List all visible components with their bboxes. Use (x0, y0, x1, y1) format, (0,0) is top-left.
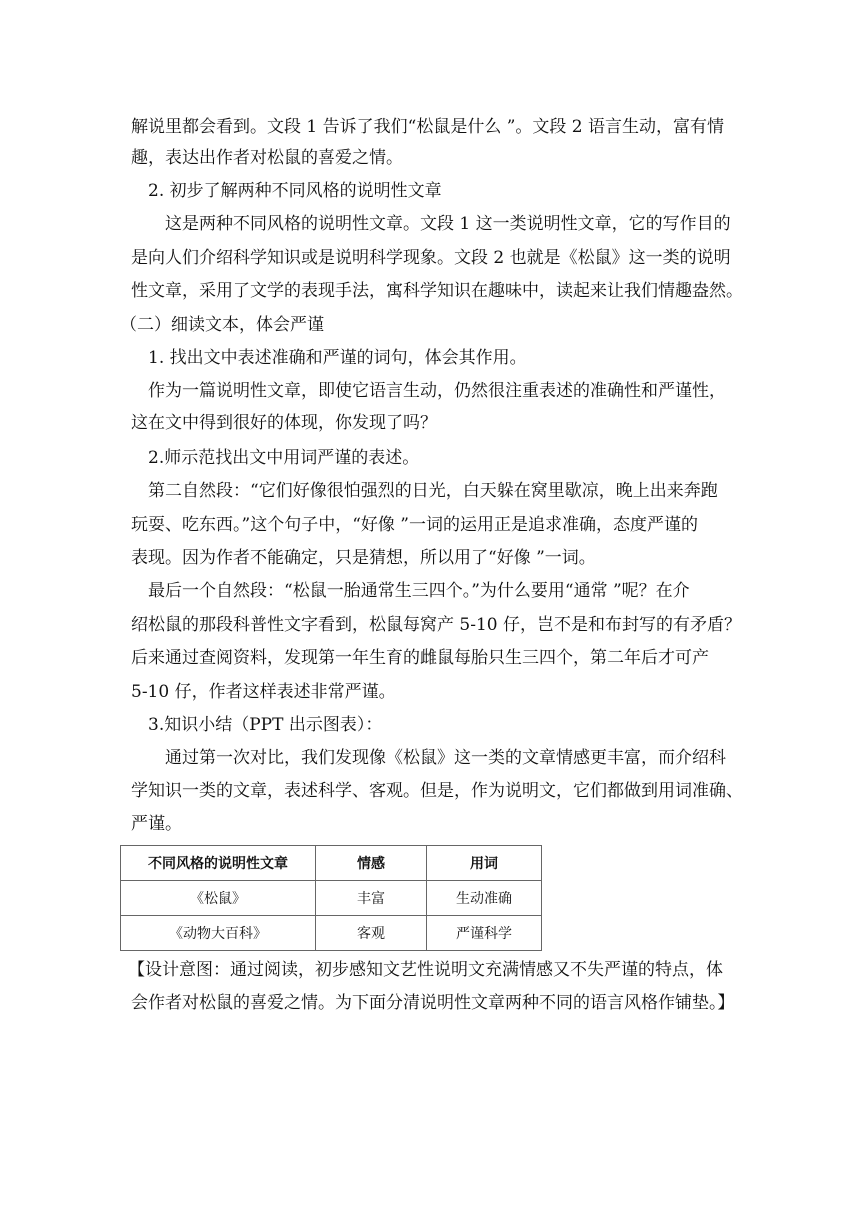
section-heading: （二）细读文本，体会严谨 (120, 315, 324, 335)
table-row (121, 881, 542, 916)
paragraph-line: 绍松鼠的那段科普性文字看到，松鼠每窝产 5-10 仔，岂不是和布封写的有矛盾？ (131, 615, 741, 635)
table-cell: 生动准确 (427, 881, 542, 916)
paragraph-line: 学知识一类的文章，表述科学、客观。但是，作为说明文，它们都做到用词准确、 (131, 781, 743, 801)
paragraph-line: 玩耍、吃东西。”这个句子中，“好像 ”一词的运用正是追求准确，态度严谨的 (131, 515, 698, 535)
paragraph-line: 严谨。 (131, 814, 182, 834)
table-row (121, 916, 542, 951)
section-heading: 2. 初步了解两种不同风格的说明性文章 (148, 181, 442, 201)
paragraph-line: 这在文中得到很好的体现，你发现了吗？ (131, 413, 437, 433)
table-header-row (121, 846, 542, 881)
paragraph-line: 5-10 仔，作者这样表述非常严谨。 (131, 682, 396, 702)
comparison-table (120, 845, 542, 951)
paragraph-line: 表现。因为作者不能确定，只是猜想，所以用了“好像 ”一词。 (131, 548, 596, 568)
paragraph-line: 通过第一次对比，我们发现像《松鼠》这一类的文章情感更丰富，而介绍科 (165, 748, 726, 768)
table-cell: 严谨科学 (427, 916, 542, 951)
paragraph-line: 趣，表达出作者对松鼠的喜爱之情。 (131, 148, 403, 168)
design-intent-note: 会作者对松鼠的喜爱之情。为下面分清说明性文章两种不同的语言风格作铺垫。】 (131, 993, 735, 1013)
table-header-cell: 不同风格的说明性文章 (121, 846, 316, 881)
section-heading: 1. 找出文中表述准确和严谨的词句，体会其作用。 (148, 348, 527, 368)
table-header-cell: 用词 (427, 846, 542, 881)
paragraph-line: 性文章，采用了文学的表现手法，寓科学知识在趣味中，读起来让我们情趣盎然。 (131, 281, 743, 301)
table-cell: 丰富 (316, 881, 427, 916)
paragraph-line: 解说里都会看到。文段 1 告诉了我们“松鼠是什么 ”。文段 2 语言生动，富有情 (131, 117, 725, 137)
paragraph-line: 这是两种不同风格的说明性文章。文段 1 这一类说明性文章，它的写作目的 (165, 214, 731, 234)
table-header-cell: 情感 (316, 846, 427, 881)
section-heading: 3.知识小结（PPT 出示图表）： (148, 715, 383, 735)
design-intent-note: 【设计意图：通过阅读，初步感知文艺性说明文充满情感又不失严谨的特点，体 (128, 960, 723, 980)
paragraph-line: 是向人们介绍科学知识或是说明科学现象。文段 2 也就是《松鼠》这一类的说明 (131, 248, 731, 268)
paragraph-line: 后来通过查阅资料，发现第一年生育的雌鼠每胎只生三四个，第二年后才可产 (131, 648, 709, 668)
paragraph-line: 作为一篇说明性文章，即使它语言生动，仍然很注重表述的准确性和严谨性， (148, 381, 726, 401)
table-cell: 《松鼠》 (121, 881, 316, 916)
table-cell: 客观 (316, 916, 427, 951)
paragraph-line: 第二自然段：“它们好像很怕强烈的日光，白天躲在窝里歇凉，晚上出来奔跑 (148, 481, 718, 501)
paragraph-line: 最后一个自然段：“松鼠一胎通常生三四个。”为什么要用“通常 ”呢？在介 (148, 581, 690, 601)
table-cell: 《动物大百科》 (121, 916, 316, 951)
section-heading: 2.师示范找出文中用词严谨的表述。 (148, 448, 420, 468)
